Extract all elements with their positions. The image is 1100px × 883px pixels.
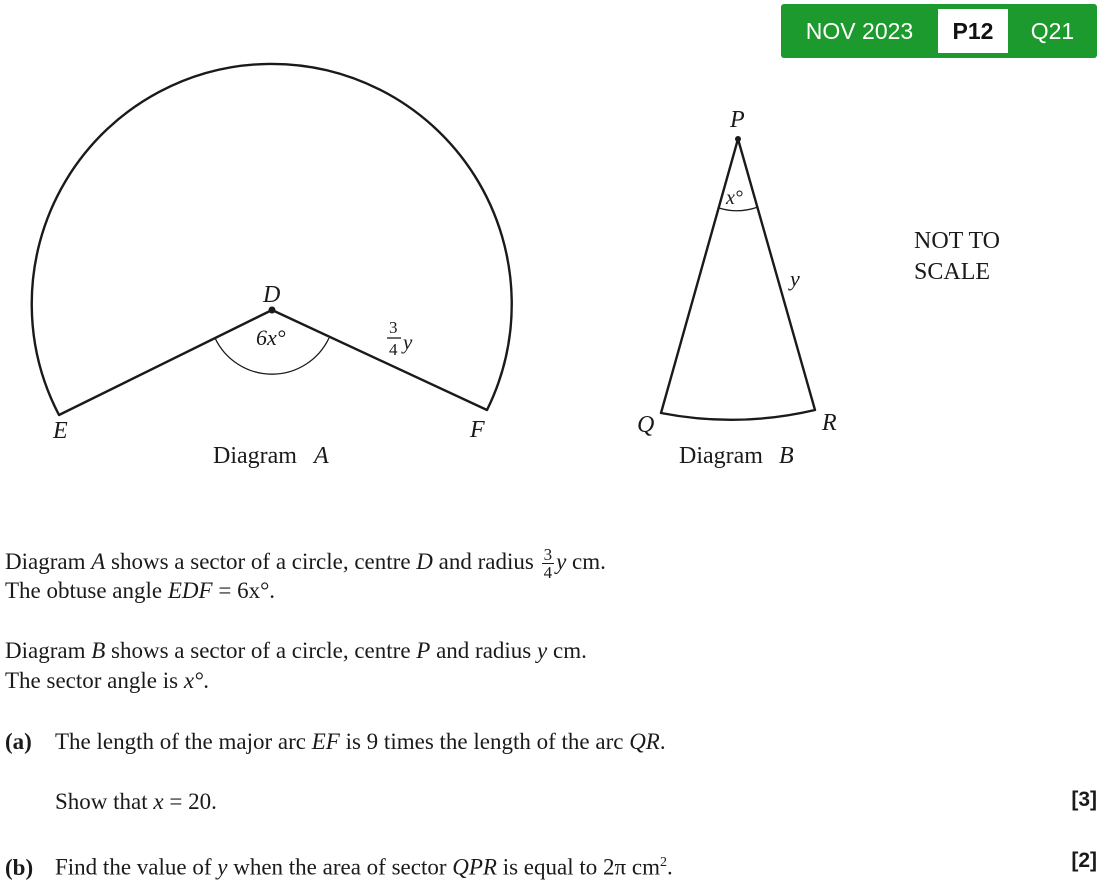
label-q: Q (637, 412, 655, 438)
angle-label-b: x° (726, 187, 743, 209)
paragraph-diagram-a: Diagram A shows a sector of a circle, centre D and radius $\frac{3}{4}$ y cm. (5, 545, 606, 582)
radius-label-b: y (790, 266, 800, 291)
radius-a-denominator: 4 (389, 340, 398, 359)
note-line-2: SCALE (914, 259, 991, 285)
diagram-b (637, 107, 837, 469)
label-r: R (822, 410, 837, 436)
question-number: Q21 (1030, 18, 1075, 44)
centre-p-dot (735, 136, 741, 142)
caption-b-word: Diagram (679, 443, 763, 469)
question-a-label: (a) (5, 729, 32, 754)
paragraph-diagram-b: Diagram B shows a sector of a circle, centre P and radius y cm. (5, 638, 587, 663)
label-p: P (730, 107, 745, 133)
caption-a-word: Diagram (213, 443, 297, 469)
label-d: D (263, 282, 281, 308)
note-line-1: NOT TO (914, 228, 1001, 254)
question-b: (b) Find the value of y when the area of sector QPR is equal to 2π $cm^2$. (5, 848, 673, 883)
marks-a: [3] (1071, 788, 1097, 811)
show-that-line: Show that x = 20. (55, 789, 217, 814)
caption-b-letter: B (779, 443, 794, 469)
question-a: (a) The length of the major arc EF is 9 times the length of the arc QR. (5, 727, 666, 757)
exam-date: NOV 2023 (805, 18, 914, 44)
label-e: E (53, 418, 68, 444)
caption-a-letter: A (314, 443, 329, 469)
radius-a-numerator: 3 (389, 318, 398, 337)
not-to-scale-note (914, 226, 1000, 288)
paragraph-sector-angle: The sector angle is x°. (5, 668, 209, 693)
question-b-label: (b) (5, 854, 34, 880)
paper-number: P12 (938, 9, 1008, 53)
paragraph-angle-edf: The obtuse angle EDF = 6x°. (5, 578, 276, 603)
label-f: F (470, 417, 485, 443)
radius-a-variable: y (403, 330, 413, 354)
sector-a-outline (32, 64, 512, 415)
radius-fraction: $\frac{3}{4}$ (543, 545, 553, 582)
marks-b: [2] (1071, 849, 1097, 872)
angle-label-a: 6x° (256, 325, 286, 350)
diagram-a (32, 64, 512, 469)
